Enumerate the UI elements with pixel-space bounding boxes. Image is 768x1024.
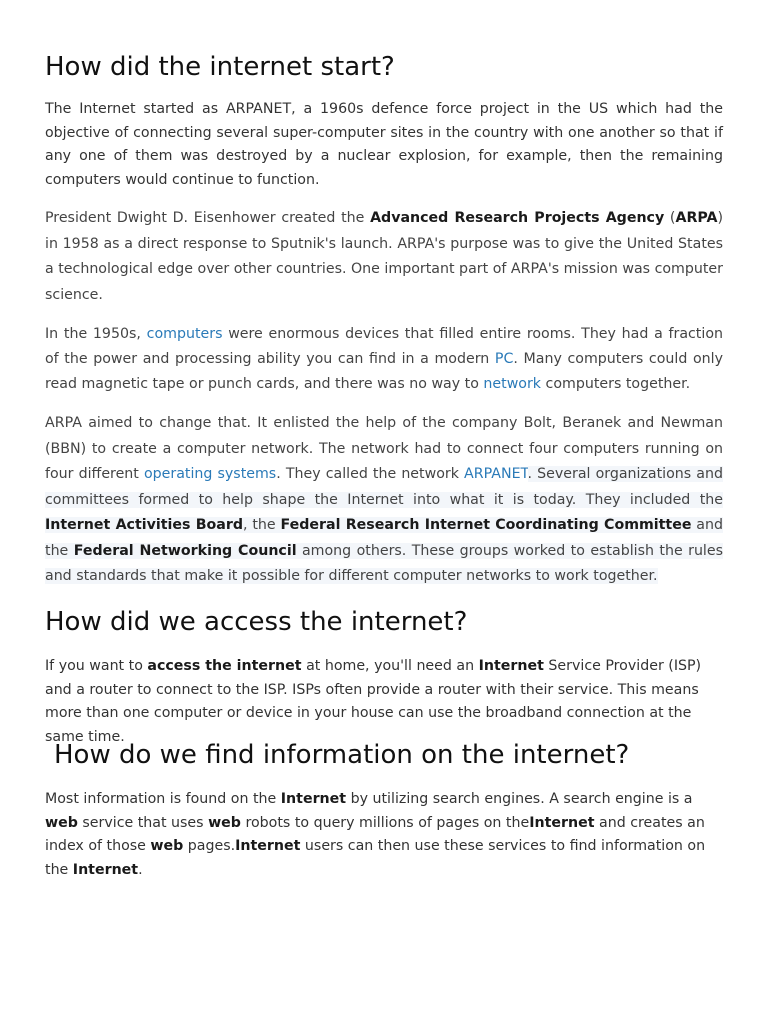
link-pc[interactable]: PC — [494, 351, 514, 367]
paragraph-1950s-computers: In the 1950s, computers were enormous devices that filled entire rooms. They had a fraction of the power and processing ability you can find in a modern PC. Many computers could only read magnetic tape or punch cards, and there was no way to network computers together. — [45, 326, 723, 392]
bold-fnc: Federal Networking Council — [73, 542, 297, 559]
link-computers[interactable]: computers — [146, 326, 223, 342]
heading-find-information: How do we find information on the internet? — [54, 740, 630, 770]
link-operating-systems[interactable]: operating systems — [143, 466, 277, 482]
paragraph-search-engines: Most information is found on the Internet by utilizing search engines. A search engine is a web service that uses web robots to query millions of pages on theInternet and creates an index of those web pages.Internet users can then use these services to find information on the Internet. — [45, 791, 706, 878]
bold-fricc: Federal Research Internet Coordinating Committee — [280, 517, 692, 533]
link-arpanet[interactable]: ARPANET — [464, 466, 528, 482]
bold-arpa: ARPA — [675, 210, 718, 226]
bold-internet: Internet — [478, 658, 544, 674]
heading-access-internet: How did we access the internet? — [45, 607, 468, 637]
paragraph-isp: If you want to access the internet at home, you'll need an Internet Service Provider (ISP) and a router to connect to the ISP. ISPs often provide a router with their service. This means more than one computer or device in your house can use the broadband connection at the same time. — [45, 658, 702, 745]
link-network[interactable]: network — [483, 376, 542, 392]
bold-arpa-full: Advanced Research Projects Agency — [370, 210, 665, 226]
bold-internet-activities-board: Internet Activities Board — [45, 517, 243, 533]
paragraph-arpanet-intro: The Internet started as ARPANET, a 1960s defence force project in the US which had the objective of connecting several super-computer sites in the country with one another so that if any one of them was destroyed by a nuclear explosion, for example, then the remaining computers would continue to function. — [45, 101, 723, 188]
bold-access-internet: access the internet — [147, 658, 302, 674]
paragraph-eisenhower: President Dwight D. Eisenhower created the Advanced Research Projects Agency (ARPA) in 1958 as a direct response to Sputnik's launch. ARPA's purpose was to give the United States a technological edge over other countries. One important part of ARPA's mission was computer science. — [45, 210, 723, 303]
heading-internet-start: How did the internet start? — [45, 52, 395, 82]
paragraph-arpa-bbn: ARPA aimed to change that. It enlisted the help of the company Bolt, Beranek and Newman (BBN) to create a computer network. The network had to connect four computers running on four different operating systems. They called the network ARPANET. Several organizations and committees formed to help shape the Internet into what it is today. They included the Internet Activities Board, the Federal Research Internet Coordinating Committee and the Federal Networking Council among others. These groups worked to establish the rules and standards that make it possible for different computer networks to work together. — [45, 415, 723, 584]
